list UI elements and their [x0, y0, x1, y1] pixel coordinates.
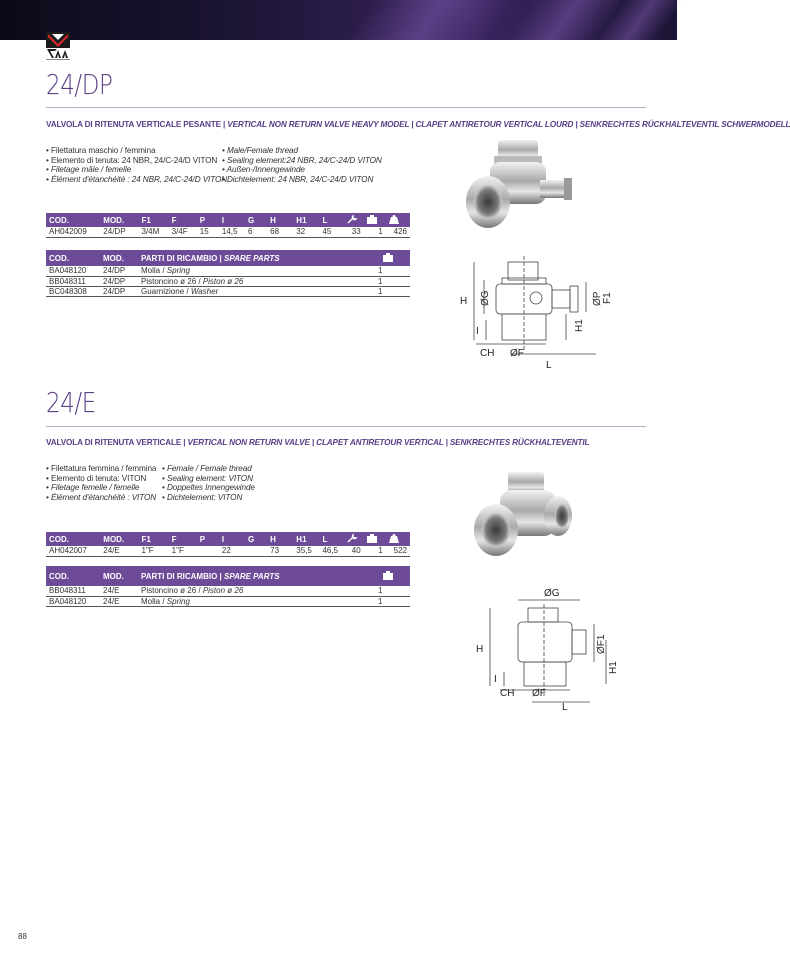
svg-text:H1: H1	[574, 319, 585, 332]
section2-features-left: • Filettatura femmina / femmina • Elemento di tenuta: VITON • Filetage femelle / femelle • Élément d'étanchéité : VITON	[46, 464, 156, 502]
wrench-icon	[344, 532, 364, 546]
section1-features-left: • Filettatura maschio / femmina • Elemento di tenuta: 24 NBR, 24/C-24/D VITON • Filetage mâle / femelle • Élément d'étanchéité : 24 NBR, 24/C-24/D VITON	[46, 146, 227, 184]
svg-text:I: I	[494, 674, 497, 685]
box-icon	[366, 250, 410, 266]
section1-features-right: • Male/Female thread • Sealing element:24 NBR, 24/C-24/D VITON • Außen-/Innengewinde • Dichtelement: 24 NBR, 24/C-24/D VITON	[222, 146, 382, 184]
page-number: 88	[18, 932, 27, 941]
section2-title: 24/E	[46, 386, 96, 419]
top-banner	[0, 0, 677, 40]
svg-text:CH: CH	[480, 348, 495, 359]
svg-text:CH: CH	[500, 688, 515, 699]
svg-text:H1: H1	[608, 661, 619, 674]
table-row: AH042009 24/DP 3/4M 3/4F 15 14,5 6 68 32 45 33 1 426	[46, 227, 410, 237]
svg-text:ØG: ØG	[480, 290, 491, 306]
dimension-drawing-24dp	[456, 252, 616, 374]
dimension-drawing-24e	[470, 584, 620, 716]
svg-text:I: I	[476, 326, 479, 337]
svg-text:F1: F1	[602, 292, 613, 304]
svg-text:L: L	[546, 360, 552, 371]
weight-icon	[386, 213, 410, 227]
svg-text:ØF: ØF	[510, 348, 524, 359]
section1-parts-table: COD. MOD. PARTI DI RICAMBIO | SPARE PARTS BA048120 24/DP Molla / Spring 1 BB048311 24/DP Pistoncino ø 26 / Piston ø 26 1 BC048308 24/DP Guarnizione / Washer 1	[46, 250, 410, 297]
section2-spec-table: COD. MOD. F1 F P I G H H1 L AH042007 24/E 1"F 1"F 22 73 35,5 46,5 40 1 522	[46, 532, 410, 557]
table-row: AH042007 24/E 1"F 1"F 22 73 35,5 46,5 40 1 522	[46, 546, 410, 556]
svg-text:ØG: ØG	[544, 588, 560, 599]
svg-text:L: L	[562, 702, 568, 713]
table-row: BA048120 24/E Molla / Spring 1	[46, 596, 410, 606]
svg-text:H: H	[476, 644, 484, 655]
section1-rule	[46, 107, 646, 108]
section2-rule	[46, 426, 646, 427]
weight-icon	[386, 532, 410, 546]
table-row: BA048120 24/DP Molla / Spring 1	[46, 266, 410, 276]
svg-text:ØF1: ØF1	[596, 634, 607, 654]
table-row: BB048311 24/E Pistoncino ø 26 / Piston ø 26 1	[46, 586, 410, 596]
svg-text:ØF: ØF	[532, 688, 546, 699]
section1-title: 24/DP	[46, 68, 113, 101]
box-icon	[364, 213, 386, 227]
wrench-icon	[344, 213, 364, 227]
section2-parts-table: COD. MOD. PARTI DI RICAMBIO | SPARE PARTS BB048311 24/E Pistoncino ø 26 / Piston ø 26 1 BA048120 24/E Molla / Spring 1	[46, 566, 410, 607]
valve-photo-24dp	[460, 132, 580, 232]
section1-subtitle: VALVOLA DI RITENUTA VERTICALE PESANTE | VERTICAL NON RETURN VALVE HEAVY MODEL | CLAPET ANTIRETOUR VERTICAL LOURD | SENKRECHTES RÜCKHALTEVENTIL SCHWERMODELL	[46, 120, 790, 129]
table-row: BC048308 24/DP Guarnizione / Washer 1	[46, 286, 410, 296]
table-row: BB048311 24/DP Pistoncino ø 26 / Piston ø 26 1	[46, 276, 410, 286]
valve-photo-24e	[464, 464, 584, 564]
brand-logo	[46, 32, 70, 60]
svg-text:H: H	[460, 296, 468, 307]
svg-text:ØP: ØP	[592, 291, 603, 306]
section2-features-right: • Female / Female thread • Sealing element: VITON • Doppeltes Innengewinde • Dichtelement: VITON	[162, 464, 255, 502]
box-icon	[366, 566, 410, 586]
section2-subtitle: VALVOLA DI RITENUTA VERTICALE | VERTICAL NON RETURN VALVE | CLAPET ANTIRETOUR VERTICAL | SENKRECHTES RÜCKHALTEVENTIL	[46, 438, 590, 447]
section1-spec-table: COD. MOD. F1 F P I G H H1 L AH042009 24/DP 3/4M 3/4F 15 14,5 6 68 32 45 33 1 426	[46, 213, 410, 238]
box-icon	[364, 532, 386, 546]
